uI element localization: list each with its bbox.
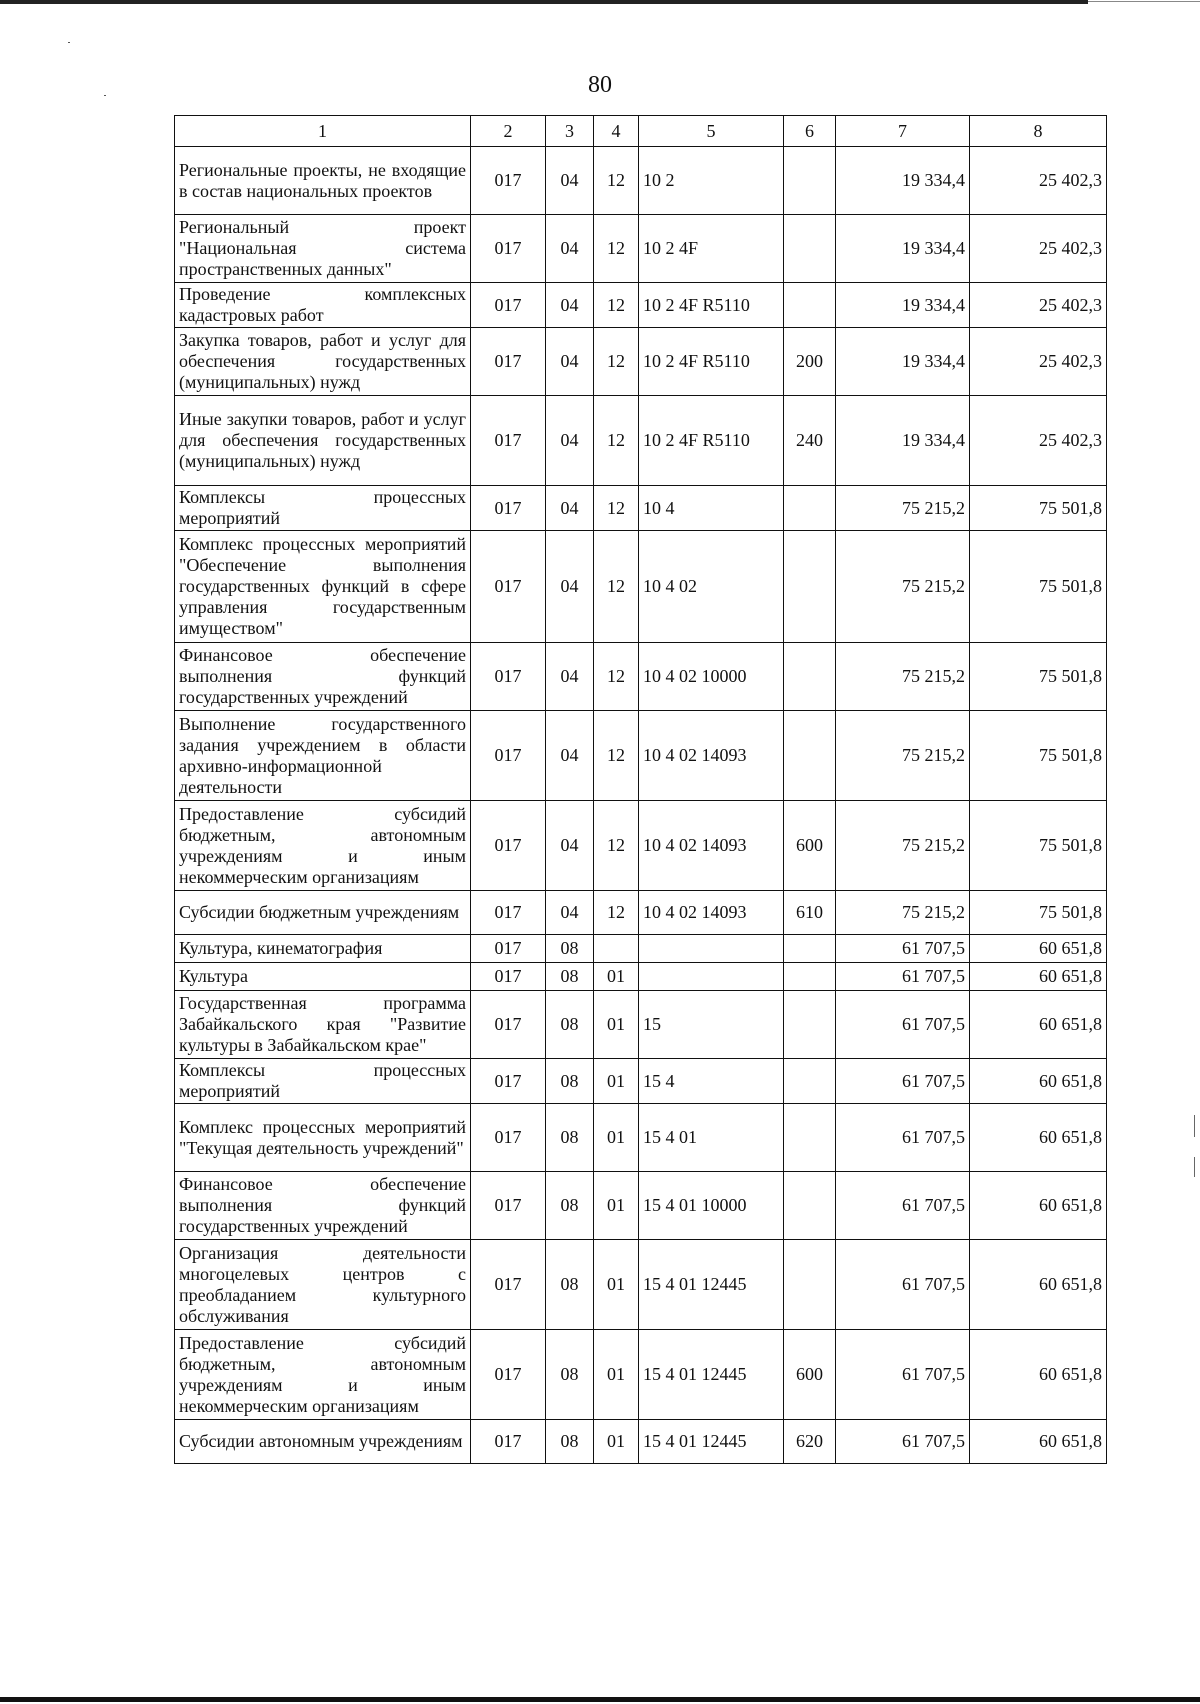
amount-cell-col8: 75 501,8 [970, 486, 1107, 531]
section-code-cell: 04 [546, 283, 594, 328]
section-code-cell: 08 [546, 991, 594, 1059]
scan-mark [1194, 1157, 1195, 1177]
table-row [175, 801, 1107, 891]
target-article-cell: 10 4 02 10000 [639, 643, 784, 711]
subsection-code-cell: 01 [594, 991, 639, 1059]
amount-cell-col8: 25 402,3 [970, 147, 1107, 215]
row-name-cell: Выполнение государственного задания учреждением в области архивно-информационной деятельности [175, 711, 471, 801]
amount-cell-col8: 60 651,8 [970, 963, 1107, 991]
column-header: 5 [639, 116, 784, 147]
expense-type-cell [784, 486, 836, 531]
subsection-code-cell [594, 935, 639, 963]
section-code-cell: 04 [546, 801, 594, 891]
subsection-code-cell: 01 [594, 1240, 639, 1330]
amount-cell-col7: 61 707,5 [836, 1172, 970, 1240]
amount-cell-col8: 60 651,8 [970, 1240, 1107, 1330]
section-code-cell: 08 [546, 1240, 594, 1330]
target-article-cell [639, 963, 784, 991]
table-row [175, 396, 1107, 486]
section-code-cell: 04 [546, 486, 594, 531]
amount-cell-col7: 75 215,2 [836, 891, 970, 935]
amount-cell-col7: 61 707,5 [836, 1240, 970, 1330]
amount-cell-col8: 25 402,3 [970, 215, 1107, 283]
amount-cell-col8: 25 402,3 [970, 283, 1107, 328]
section-code-cell: 08 [546, 1059, 594, 1104]
target-article-cell: 10 4 02 14093 [639, 801, 784, 891]
target-article-cell: 10 4 02 [639, 531, 784, 643]
subsection-code-cell: 01 [594, 1059, 639, 1104]
expense-type-cell [784, 283, 836, 328]
admin-code-cell: 017 [471, 1420, 546, 1464]
expense-type-cell: 600 [784, 1330, 836, 1420]
admin-code-cell: 017 [471, 643, 546, 711]
expense-type-cell [784, 1172, 836, 1240]
amount-cell-col7: 61 707,5 [836, 1104, 970, 1172]
amount-cell-col7: 61 707,5 [836, 963, 970, 991]
target-article-cell: 15 4 01 12445 [639, 1420, 784, 1464]
amount-cell-col7: 75 215,2 [836, 801, 970, 891]
table-body [175, 147, 1107, 1464]
budget-table [174, 115, 1107, 1464]
amount-cell-col8: 60 651,8 [970, 1172, 1107, 1240]
amount-cell-col8: 75 501,8 [970, 891, 1107, 935]
amount-cell-col8: 60 651,8 [970, 1059, 1107, 1104]
target-article-cell: 10 4 02 14093 [639, 891, 784, 935]
row-name-cell: Комплексы процессных мероприятий [175, 486, 471, 531]
admin-code-cell: 017 [471, 801, 546, 891]
expense-type-cell [784, 991, 836, 1059]
table-row [175, 1172, 1107, 1240]
table-row [175, 935, 1107, 963]
target-article-cell: 10 2 4F R5110 [639, 396, 784, 486]
expense-type-cell [784, 531, 836, 643]
column-header: 4 [594, 116, 639, 147]
table-row [175, 147, 1107, 215]
amount-cell-col7: 61 707,5 [836, 1420, 970, 1464]
target-article-cell: 10 2 4F R5110 [639, 328, 784, 396]
subsection-code-cell: 12 [594, 328, 639, 396]
subsection-code-cell: 01 [594, 1420, 639, 1464]
row-name-cell: Региональный проект "Национальная система пространственных данных" [175, 215, 471, 283]
subsection-code-cell: 12 [594, 531, 639, 643]
target-article-cell: 10 2 4F R5110 [639, 283, 784, 328]
subsection-code-cell: 12 [594, 147, 639, 215]
subsection-code-cell: 01 [594, 1330, 639, 1420]
column-header: 2 [471, 116, 546, 147]
amount-cell-col8: 75 501,8 [970, 711, 1107, 801]
amount-cell-col8: 60 651,8 [970, 1104, 1107, 1172]
amount-cell-col7: 19 334,4 [836, 283, 970, 328]
target-article-cell: 15 [639, 991, 784, 1059]
section-code-cell: 04 [546, 711, 594, 801]
row-name-cell: Закупка товаров, работ и услуг для обеспечения государственных (муниципальных) нужд [175, 328, 471, 396]
amount-cell-col8: 60 651,8 [970, 935, 1107, 963]
expense-type-cell: 240 [784, 396, 836, 486]
admin-code-cell: 017 [471, 147, 546, 215]
amount-cell-col8: 75 501,8 [970, 531, 1107, 643]
expense-type-cell [784, 1240, 836, 1330]
row-name-cell: Государственная программа Забайкальского края "Развитие культуры в Забайкальском крае" [175, 991, 471, 1059]
column-number-row [175, 116, 1107, 147]
admin-code-cell: 017 [471, 1104, 546, 1172]
row-name-cell: Культура [175, 963, 471, 991]
admin-code-cell: 017 [471, 711, 546, 801]
table-row [175, 1104, 1107, 1172]
amount-cell-col7: 19 334,4 [836, 147, 970, 215]
table-row [175, 328, 1107, 396]
amount-cell-col8: 60 651,8 [970, 1330, 1107, 1420]
section-code-cell: 04 [546, 147, 594, 215]
section-code-cell: 04 [546, 643, 594, 711]
section-code-cell: 08 [546, 1104, 594, 1172]
target-article-cell: 10 4 [639, 486, 784, 531]
row-name-cell: Организация деятельности многоцелевых центров с преобладанием культурного обслуживания [175, 1240, 471, 1330]
amount-cell-col7: 75 215,2 [836, 643, 970, 711]
section-code-cell: 08 [546, 1330, 594, 1420]
table-row [175, 1059, 1107, 1104]
subsection-code-cell: 12 [594, 396, 639, 486]
admin-code-cell: 017 [471, 1240, 546, 1330]
target-article-cell: 10 2 [639, 147, 784, 215]
subsection-code-cell: 01 [594, 1172, 639, 1240]
row-name-cell: Комплекс процессных мероприятий "Текущая деятельность учреждений" [175, 1104, 471, 1172]
subsection-code-cell: 12 [594, 643, 639, 711]
admin-code-cell: 017 [471, 283, 546, 328]
table-row [175, 215, 1107, 283]
column-header: 8 [970, 116, 1107, 147]
amount-cell-col8: 60 651,8 [970, 1420, 1107, 1464]
subsection-code-cell: 01 [594, 1104, 639, 1172]
row-name-cell: Иные закупки товаров, работ и услуг для обеспечения государственных (муниципальных) нужд [175, 396, 471, 486]
table-row [175, 991, 1107, 1059]
expense-type-cell: 200 [784, 328, 836, 396]
expense-type-cell [784, 711, 836, 801]
subsection-code-cell: 12 [594, 486, 639, 531]
page-number: 80 [588, 72, 612, 98]
table-row [175, 486, 1107, 531]
amount-cell-col8: 25 402,3 [970, 396, 1107, 486]
amount-cell-col7: 75 215,2 [836, 531, 970, 643]
table-row [175, 643, 1107, 711]
subsection-code-cell: 12 [594, 801, 639, 891]
target-article-cell: 10 4 02 14093 [639, 711, 784, 801]
row-name-cell: Субсидии автономным учреждениям [175, 1420, 471, 1464]
expense-type-cell [784, 963, 836, 991]
amount-cell-col7: 61 707,5 [836, 1059, 970, 1104]
amount-cell-col7: 75 215,2 [836, 711, 970, 801]
table-row [175, 283, 1107, 328]
admin-code-cell: 017 [471, 486, 546, 531]
row-name-cell: Предоставление субсидий бюджетным, автономным учреждениям и иным некоммерческим организациям [175, 1330, 471, 1420]
row-name-cell: Предоставление субсидий бюджетным, автономным учреждениям и иным некоммерческим организациям [175, 801, 471, 891]
amount-cell-col7: 19 334,4 [836, 215, 970, 283]
subsection-code-cell: 12 [594, 283, 639, 328]
amount-cell-col8: 25 402,3 [970, 328, 1107, 396]
table-row [175, 711, 1107, 801]
row-name-cell: Финансовое обеспечение выполнения функций государственных учреждений [175, 643, 471, 711]
amount-cell-col7: 19 334,4 [836, 396, 970, 486]
section-code-cell: 08 [546, 1172, 594, 1240]
section-code-cell: 08 [546, 963, 594, 991]
admin-code-cell: 017 [471, 1059, 546, 1104]
admin-code-cell: 017 [471, 963, 546, 991]
expense-type-cell: 610 [784, 891, 836, 935]
row-name-cell: Субсидии бюджетным учреждениям [175, 891, 471, 935]
admin-code-cell: 017 [471, 1172, 546, 1240]
scan-bottom-border [0, 1697, 1200, 1702]
row-name-cell: Финансовое обеспечение выполнения функций государственных учреждений [175, 1172, 471, 1240]
amount-cell-col8: 75 501,8 [970, 643, 1107, 711]
section-code-cell: 04 [546, 215, 594, 283]
expense-type-cell [784, 215, 836, 283]
admin-code-cell: 017 [471, 891, 546, 935]
scan-top-border [0, 0, 1088, 4]
table-row [175, 1330, 1107, 1420]
target-article-cell: 10 2 4F [639, 215, 784, 283]
section-code-cell: 08 [546, 1420, 594, 1464]
scan-top-border-thin [1088, 1, 1200, 2]
target-article-cell [639, 935, 784, 963]
admin-code-cell: 017 [471, 991, 546, 1059]
column-header: 6 [784, 116, 836, 147]
admin-code-cell: 017 [471, 215, 546, 283]
admin-code-cell: 017 [471, 328, 546, 396]
column-header: 7 [836, 116, 970, 147]
amount-cell-col7: 61 707,5 [836, 935, 970, 963]
expense-type-cell: 620 [784, 1420, 836, 1464]
row-name-cell: Комплексы процессных мероприятий [175, 1059, 471, 1104]
target-article-cell: 15 4 01 [639, 1104, 784, 1172]
amount-cell-col7: 19 334,4 [836, 328, 970, 396]
admin-code-cell: 017 [471, 1330, 546, 1420]
admin-code-cell: 017 [471, 396, 546, 486]
amount-cell-col8: 75 501,8 [970, 801, 1107, 891]
amount-cell-col7: 61 707,5 [836, 1330, 970, 1420]
scan-speck [68, 42, 70, 43]
row-name-cell: Проведение комплексных кадастровых работ [175, 283, 471, 328]
expense-type-cell [784, 1104, 836, 1172]
expense-type-cell: 600 [784, 801, 836, 891]
target-article-cell: 15 4 [639, 1059, 784, 1104]
expense-type-cell [784, 147, 836, 215]
amount-cell-col7: 61 707,5 [836, 991, 970, 1059]
scan-mark [1194, 1115, 1195, 1137]
row-name-cell: Комплекс процессных мероприятий "Обеспечение выполнения государственных функций в сфере управления государственным имуществом" [175, 531, 471, 643]
table-row [175, 891, 1107, 935]
target-article-cell: 15 4 01 12445 [639, 1330, 784, 1420]
table-row [175, 1240, 1107, 1330]
subsection-code-cell: 12 [594, 215, 639, 283]
expense-type-cell [784, 643, 836, 711]
row-name-cell: Региональные проекты, не входящие в состав национальных проектов [175, 147, 471, 215]
column-header: 3 [546, 116, 594, 147]
section-code-cell: 04 [546, 531, 594, 643]
section-code-cell: 04 [546, 891, 594, 935]
subsection-code-cell: 12 [594, 891, 639, 935]
section-code-cell: 04 [546, 396, 594, 486]
table-row [175, 531, 1107, 643]
subsection-code-cell: 12 [594, 711, 639, 801]
admin-code-cell: 017 [471, 531, 546, 643]
amount-cell-col7: 75 215,2 [836, 486, 970, 531]
section-code-cell: 04 [546, 328, 594, 396]
expense-type-cell [784, 935, 836, 963]
table-row [175, 1420, 1107, 1464]
target-article-cell: 15 4 01 10000 [639, 1172, 784, 1240]
table-row [175, 963, 1107, 991]
subsection-code-cell: 01 [594, 963, 639, 991]
target-article-cell: 15 4 01 12445 [639, 1240, 784, 1330]
column-header: 1 [175, 116, 471, 147]
row-name-cell: Культура, кинематография [175, 935, 471, 963]
section-code-cell: 08 [546, 935, 594, 963]
expense-type-cell [784, 1059, 836, 1104]
admin-code-cell: 017 [471, 935, 546, 963]
amount-cell-col8: 60 651,8 [970, 991, 1107, 1059]
